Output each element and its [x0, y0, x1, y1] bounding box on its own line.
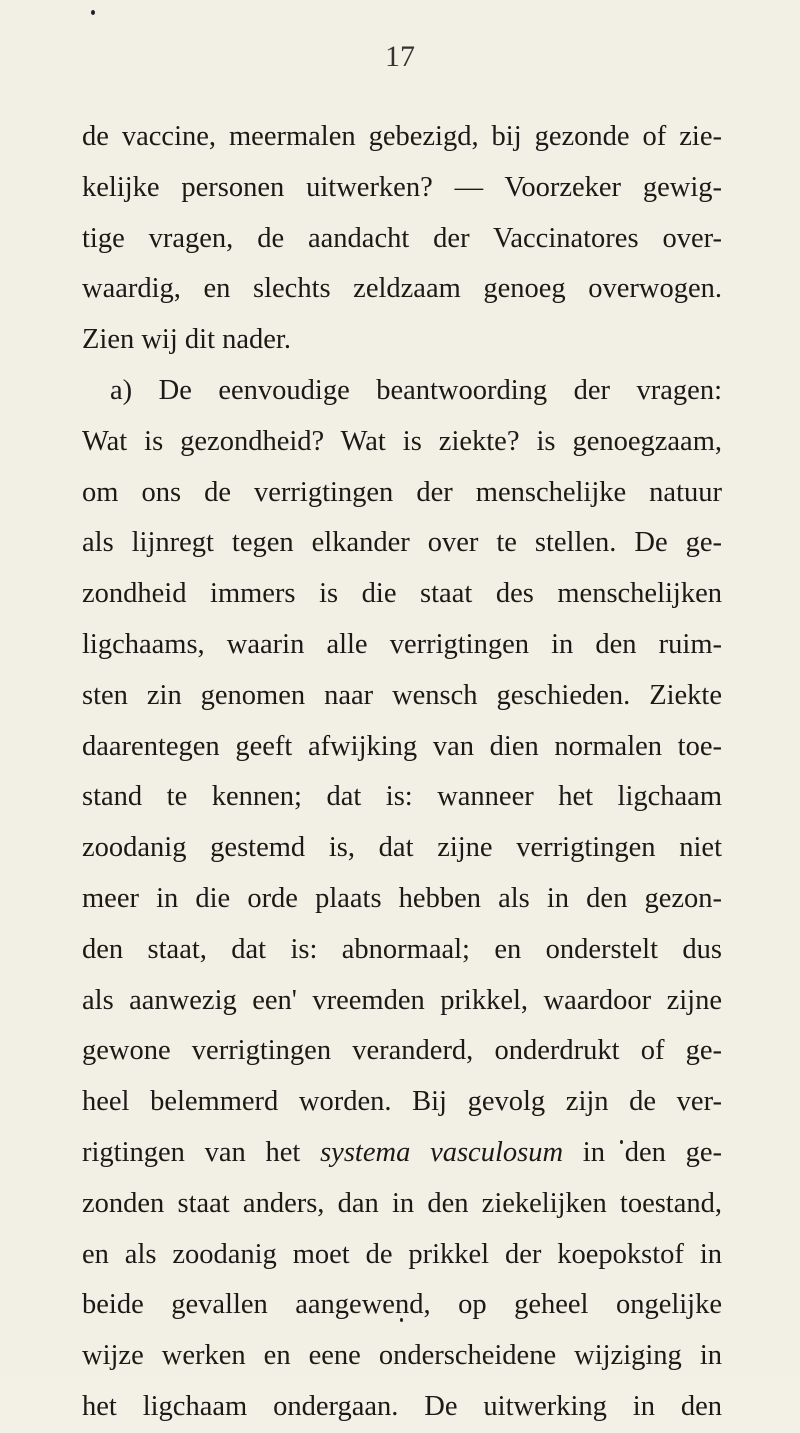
text-line: kelijke personen uitwerken? — Voorzeker gewig-: [82, 171, 722, 203]
text-line: als aanwezig een' vreemden prikkel, waardoor zijne: [82, 984, 722, 1016]
text-line: a) De eenvoudige beantwoording der vragen:: [110, 374, 722, 406]
text-line: meer in die orde plaats hebben als in den gezon-: [82, 882, 722, 914]
page-number: 17: [385, 40, 415, 73]
latin-term: systema vasculosum: [320, 1136, 564, 1168]
text-line: zoodanig gestemd is, dat zijne verrigtingen niet: [82, 832, 722, 864]
text-line: tige vragen, de aandacht der Vaccinatores over-: [82, 222, 722, 254]
body-text: [82, 112, 722, 1433]
text-line: zonden staat anders, dan in den ziekelijken toestand,: [82, 1187, 722, 1219]
text-line: en als zoodanig moet de prikkel der koepokstof in: [82, 1238, 722, 1270]
text-line: zondheid immers is die staat des menschelijken: [82, 578, 722, 610]
text-line: sten zin genomen naar wensch geschieden. Ziekte: [82, 679, 722, 711]
text-line: Zien wij dit nader.: [82, 324, 291, 356]
text-line: den staat, dat is: abnormaal; en onderstelt dus: [82, 933, 722, 965]
print-speck: [91, 10, 95, 15]
text-line: waardig, en slechts zeldzaam genoeg overwogen.: [82, 273, 722, 305]
text-line: beide gevallen aangewend, op geheel ongelijke: [82, 1289, 722, 1321]
text-segment: rigtingen van het: [82, 1136, 321, 1168]
text-line: het ligchaam ondergaan. De uitwerking in den: [82, 1390, 722, 1422]
text-line: daarentegen geeft afwijking van dien normalen toe-: [82, 730, 722, 762]
text-line: ligchaams, waarin alle verrigtingen in den ruim-: [82, 628, 722, 660]
text-line: om ons de verrigtingen der menschelijke natuur: [82, 476, 722, 508]
text-segment: in den ge-: [563, 1136, 722, 1168]
text-line: wijze werken en eene onderscheidene wijziging in: [82, 1340, 722, 1372]
text-line: als lijnregt tegen elkander over te stellen. De ge-: [82, 527, 722, 559]
text-line: heel belemmerd worden. Bij gevolg zijn de ver-: [82, 1086, 722, 1118]
text-line: [82, 1128, 722, 1179]
text-line: Wat is gezondheid? Wat is ziekte? is genoegzaam,: [82, 425, 722, 457]
text-line: stand te kennen; dat is: wanneer het ligchaam: [82, 781, 722, 813]
text-line: gewone verrigtingen veranderd, onderdrukt of ge-: [82, 1035, 722, 1067]
text-line: de vaccine, meermalen gebezigd, bij gezonde of zie-: [82, 121, 722, 152]
